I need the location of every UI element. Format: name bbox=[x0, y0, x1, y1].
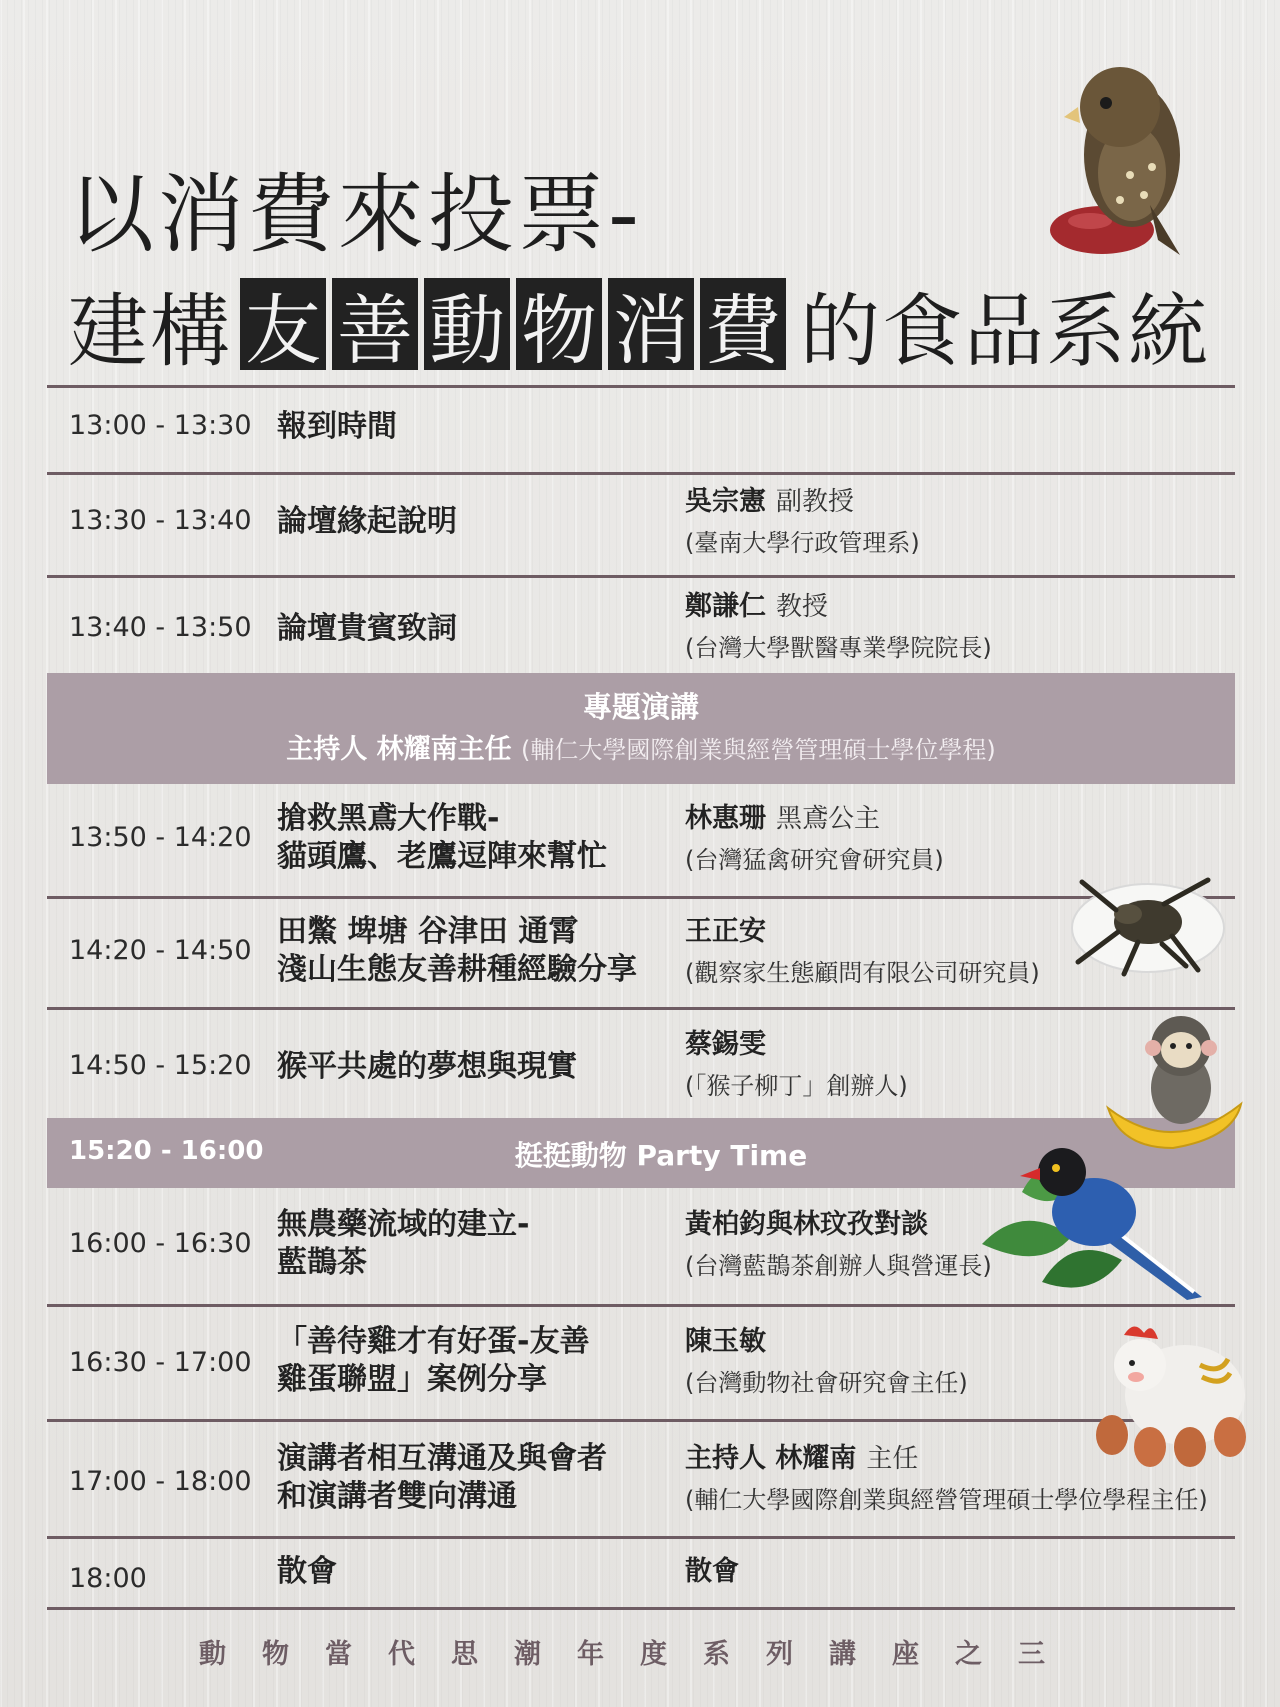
speaker bbox=[685, 588, 992, 667]
keynote-heading: 專題演講 bbox=[582, 690, 699, 724]
schedule-row bbox=[47, 899, 1235, 1007]
session-topic: 報到時間 bbox=[277, 409, 397, 444]
speaker-title: 教授 bbox=[776, 592, 829, 622]
speaker bbox=[685, 1206, 992, 1285]
speaker bbox=[685, 913, 1040, 992]
speaker-org: (輔仁大學國際創業與經營管理碩士學位學程主任) bbox=[685, 1486, 1208, 1514]
speaker bbox=[685, 1026, 908, 1105]
session-topic bbox=[277, 1440, 607, 1516]
session-topic: 論壇貴賓致詞 bbox=[277, 611, 457, 646]
hen-with-eggs-illustration bbox=[1090, 1315, 1260, 1470]
session-topic: 散會 bbox=[277, 1554, 337, 1589]
keynote-host bbox=[47, 727, 1235, 766]
session-time: 16:00 - 16:30 bbox=[69, 1228, 252, 1259]
keynote-host-label: 主持人 林耀南主任 bbox=[286, 734, 512, 765]
speaker-org: (台灣藍鵲茶創辦人與營運長) bbox=[685, 1252, 992, 1280]
schedule-row bbox=[47, 1307, 1235, 1419]
schedule-row bbox=[47, 784, 1235, 896]
speaker-name: 散會 bbox=[685, 1556, 739, 1587]
divider bbox=[47, 1607, 1235, 1610]
session-topic bbox=[277, 913, 637, 989]
speaker bbox=[685, 1323, 968, 1402]
session-topic-line: 貓頭鷹、老鷹逗陣來幫忙 bbox=[277, 839, 607, 874]
schedule-row bbox=[47, 1539, 1235, 1607]
session-topic: 論壇緣起說明 bbox=[277, 504, 457, 539]
session-topic-line: 淺山生態友善耕種經驗分享 bbox=[277, 952, 637, 987]
speaker-title: 主任 bbox=[866, 1444, 919, 1474]
owl-on-bean-illustration bbox=[1040, 55, 1200, 255]
speaker-name: 王正安 bbox=[685, 916, 766, 947]
keynote-host-org: (輔仁大學國際創業與經營管理碩士學位學程) bbox=[521, 736, 996, 764]
session-time: 14:50 - 15:20 bbox=[69, 1050, 252, 1081]
speaker-org: (觀察家生態顧問有限公司研究員) bbox=[685, 959, 1040, 987]
session-topic-line: 搶救黑鳶大作戰- bbox=[277, 801, 500, 836]
session-topic-line: 「善待雞才有好蛋-友善 bbox=[277, 1324, 590, 1359]
session-topic-line: 雞蛋聯盟」案例分享 bbox=[277, 1362, 547, 1397]
speaker-org: (台灣大學獸醫專業學院院長) bbox=[685, 634, 992, 662]
title-box-char: 善 bbox=[332, 278, 418, 370]
speaker-org: (台灣猛禽研究會研究員) bbox=[685, 846, 944, 874]
session-time: 17:00 - 18:00 bbox=[69, 1466, 252, 1497]
schedule-row bbox=[47, 578, 1235, 673]
session-topic-line: 和演講者雙向溝通 bbox=[277, 1479, 517, 1514]
session-time: 13:00 - 13:30 bbox=[69, 410, 252, 441]
session-topic bbox=[277, 1206, 529, 1282]
speaker-name: 主持人 林耀南 bbox=[685, 1443, 857, 1474]
schedule-row bbox=[47, 475, 1235, 575]
keynote-band bbox=[47, 673, 1235, 784]
schedule-row bbox=[47, 1010, 1235, 1118]
speaker bbox=[685, 800, 944, 879]
speaker-name: 黃柏鈞與林玟孜對談 bbox=[685, 1209, 928, 1240]
session-time: 16:30 - 17:00 bbox=[69, 1347, 252, 1378]
session-topic: 猴平共處的夢想與現實 bbox=[277, 1049, 577, 1084]
title-line-2-suffix: 的食品系統 bbox=[800, 284, 1210, 378]
session-topic bbox=[277, 800, 607, 876]
schedule-table bbox=[47, 385, 1235, 1610]
schedule-row bbox=[47, 388, 1235, 472]
session-time: 13:30 - 13:40 bbox=[69, 505, 252, 536]
speaker-name: 陳玉敏 bbox=[685, 1326, 766, 1357]
session-topic-line: 無農藥流域的建立- bbox=[277, 1207, 530, 1242]
speaker-org: (台灣動物社會研究會主任) bbox=[685, 1369, 968, 1397]
session-topic bbox=[277, 1323, 589, 1399]
title-box-char: 消 bbox=[608, 278, 694, 370]
session-topic-line: 藍鵲茶 bbox=[277, 1245, 367, 1280]
speaker-name: 鄭謙仁 bbox=[685, 591, 766, 622]
title-line-2-prefix: 建構 bbox=[68, 284, 232, 378]
speaker-name: 蔡錫雯 bbox=[685, 1029, 766, 1060]
session-topic-line: 演講者相互溝通及與會者 bbox=[277, 1441, 607, 1476]
series-footer: 動物當代思潮年度系列講座之三 bbox=[199, 1639, 1081, 1670]
session-topic-line: 田鱉 埤塘 谷津田 通霄 bbox=[277, 914, 579, 949]
title-box-char: 物 bbox=[516, 278, 602, 370]
title-line-2 bbox=[68, 274, 1248, 378]
speaker-name: 吳宗憲 bbox=[685, 486, 766, 517]
water-bug-illustration bbox=[1068, 870, 1228, 980]
title-box-char: 動 bbox=[424, 278, 510, 370]
title-line-1: 以消費來投票- bbox=[68, 165, 644, 265]
speaker-org: (「猴子柳丁」創辦人) bbox=[685, 1072, 908, 1100]
party-label: 挺挺動物 Party Time bbox=[514, 1139, 808, 1172]
speaker-name: 林惠珊 bbox=[685, 803, 766, 834]
blue-magpie-illustration bbox=[982, 1132, 1212, 1302]
session-time: 13:50 - 14:20 bbox=[69, 822, 252, 853]
title-box-char: 費 bbox=[700, 278, 786, 370]
speaker bbox=[685, 483, 920, 562]
speaker-title: 黑鳶公主 bbox=[776, 804, 881, 834]
session-time: 18:00 bbox=[69, 1563, 147, 1594]
schedule-row bbox=[47, 1422, 1235, 1536]
session-time: 13:40 - 13:50 bbox=[69, 612, 252, 643]
session-time: 14:20 - 14:50 bbox=[69, 935, 252, 966]
title-box-char: 友 bbox=[240, 278, 326, 370]
speaker-title: 副教授 bbox=[776, 487, 855, 517]
party-time: 15:20 - 16:00 bbox=[69, 1136, 264, 1166]
speaker-org: (臺南大學行政管理系) bbox=[685, 529, 920, 557]
speaker bbox=[685, 1553, 739, 1594]
